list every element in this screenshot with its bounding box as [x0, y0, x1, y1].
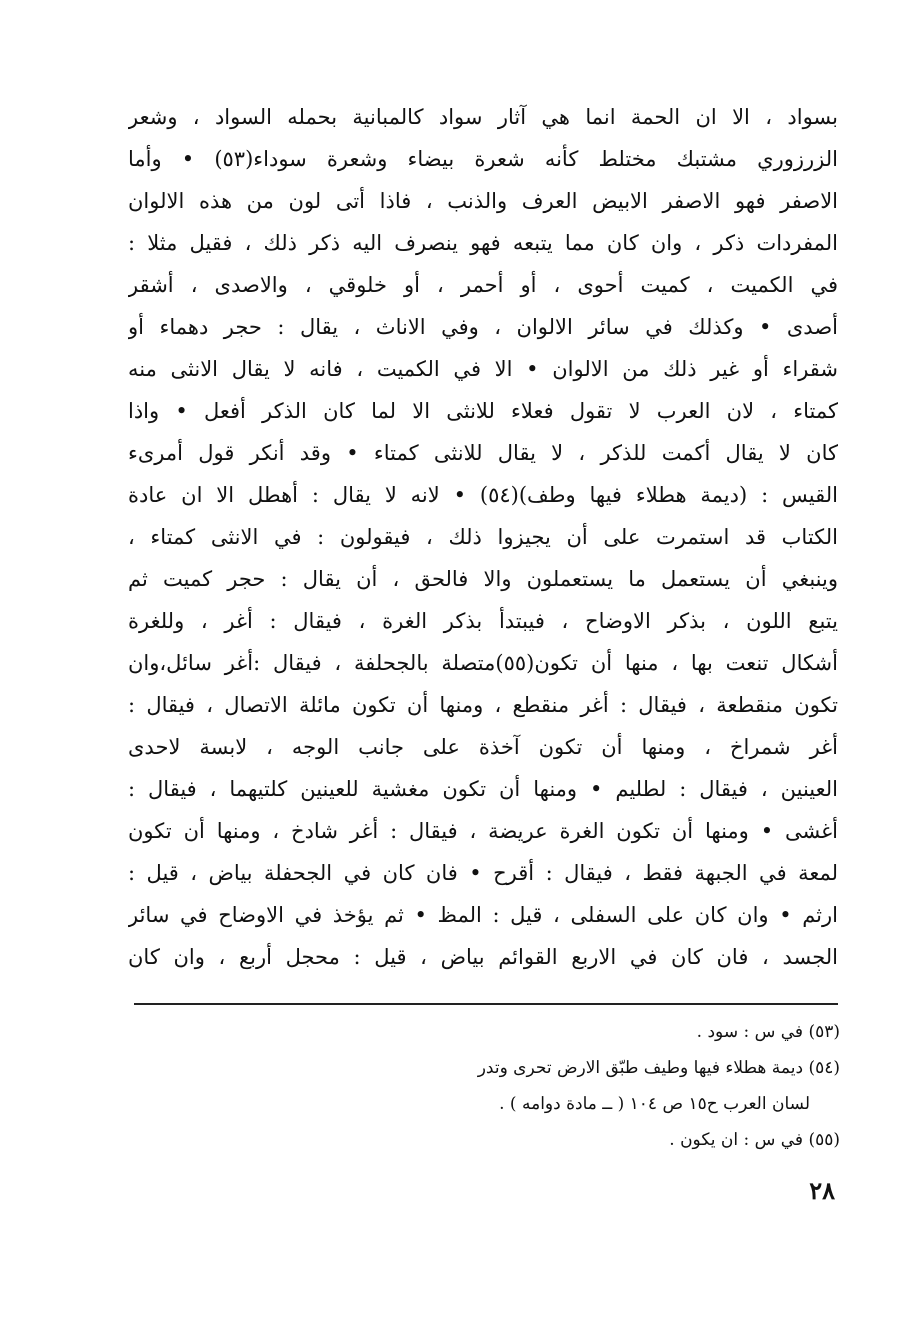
text-line: في الكميت ، كميت أحوى ، أو أحمر ، أو خلوقي ، والاصدى ، أشقر: [128, 273, 838, 297]
text-line: أشكال تنعت بها ، منها أن تكون(٥٥)متصلة بالجحلفة ، فيقال :أغر سائل،وان: [128, 651, 838, 675]
text-line: أغر شمراخ ، ومنها أن تكون آخذة على جانب الوجه ، لابسة لاحدى: [128, 735, 838, 759]
text-line: يتبع اللون ، بذكر الاوضاح ، فيبتدأ بذكر الغرة ، فيقال : أغر ، وللغرة: [128, 609, 838, 633]
footnote-divider: [134, 1003, 838, 1005]
text-line: بسواد ، الا ان الحمة انما هي آثار سواد كالمبانية بحمله السواد ، وشعر: [128, 105, 838, 129]
footnote-54-source: لسان العرب ح١٥ ص ١٠٤ ( ــ مادة دوامه ) .: [499, 1094, 810, 1114]
text-line: أغشى • ومنها أن تكون الغرة عريضة ، فيقال : أغر شادخ ، ومنها أن تكون: [128, 819, 838, 843]
text-line: القيس : (ديمة هطلاء فيها وطف)(٥٤) • لانه لا يقال : أهطل الا ان عادة: [128, 483, 838, 507]
text-line: ارثم • وان كان على السفلى ، قيل : المظ • ثم يؤخذ في الاوضاح في سائر: [128, 903, 838, 927]
text-line: أصدى • وكذلك في سائر الالوان ، وفي الاناث ، يقال : حجر دهماء أو: [128, 315, 838, 339]
text-line: وينبغي أن يستعمل ما يستعملون والا فالحق ، أن يقال : حجر كميت ثم: [128, 567, 838, 591]
page-number: ٢٨: [809, 1176, 835, 1205]
text-line: الكتاب قد استمرت على أن يجيزوا ذلك ، فيقولون : في الانثى كمتاء ،: [128, 525, 838, 549]
text-line: العينين ، فيقال : لطليم • ومنها أن تكون مغشية للعينين كلتيهما ، فيقال :: [128, 777, 838, 801]
footnote-53: (٥٣) في س : سود .: [696, 1022, 840, 1042]
text-line: تكون منقطعة ، فيقال : أغر منقطع ، ومنها أن تكون مائلة الاتصال ، فيقال :: [128, 693, 838, 717]
text-line: كان لا يقال أكمت للذكر ، لا يقال للانثى كمتاء • وقد أنكر قول أمرىء: [128, 441, 838, 465]
footnotes: [280, 1014, 840, 1158]
text-line: الاصفر فهو الاصفر الابيض العرف والذنب ، فاذا أتى لون من هذه الالوان: [128, 189, 838, 213]
main-text: [128, 96, 838, 978]
text-line: شقراء أو غير ذلك من الالوان • الا في الكميت ، فانه لا يقال الانثى منه: [128, 357, 838, 381]
footnote-55: (٥٥) في س : ان يكون .: [669, 1130, 840, 1150]
text-line: المفردات ذكر ، وان كان مما يتبعه فهو ينصرف اليه ذكر ذلك ، فقيل مثلا :: [128, 231, 838, 255]
text-line: الجسد ، فان كان في الاربع القوائم بياض ، قيل : محجل أربع ، وان كان: [128, 945, 838, 969]
text-line: كمتاء ، لان العرب لا تقول فعلاء للانثى الا لما كان الذكر أفعل • واذا: [128, 399, 838, 423]
text-line: الزرزوري مشتبك مختلط كأنه شعرة بيضاء وشعرة سوداء(٥٣) • وأما: [128, 147, 838, 171]
text-line: لمعة في الجبهة فقط ، فيقال : أقرح • فان كان في الجحفلة بياض ، قيل :: [128, 861, 838, 885]
footnote-54: (٥٤) ديمة هطلاء فيها وطيف طبّق الارض تحرى وتدر: [477, 1058, 840, 1078]
